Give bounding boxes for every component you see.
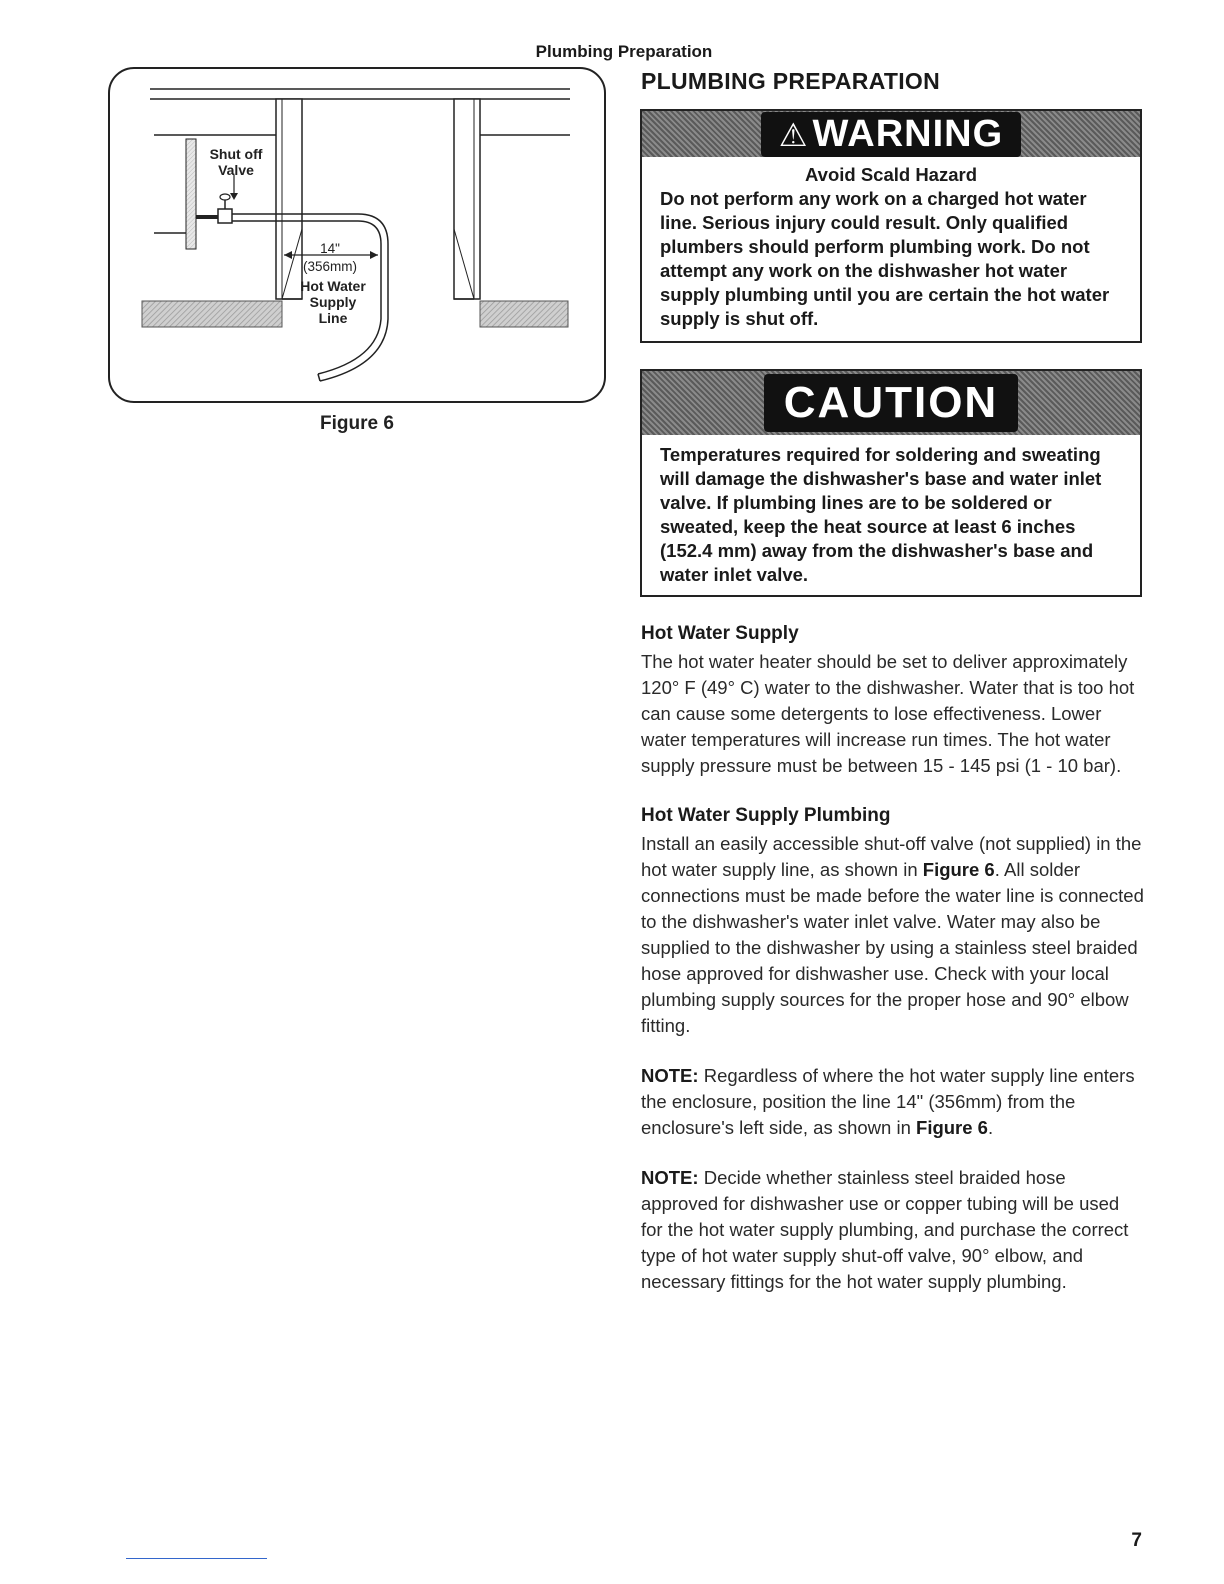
- hot-water-supply-plumbing-heading: Hot Water Supply Plumbing: [641, 805, 891, 826]
- note-position: NOTE: Regardless of where the hot water supply line enters the enclosure, position the line 14" (356mm) from the enclosure's left side, as shown in Figure 6.: [641, 1065, 1135, 1138]
- warning-banner: ⚠ WARNING: [642, 111, 1140, 157]
- note-label: NOTE:: [641, 1065, 699, 1086]
- caution-body: [642, 435, 1140, 595]
- main-content: [641, 68, 1145, 1295]
- warning-subtitle: Avoid Scald Hazard: [804, 164, 978, 185]
- caution-box: [640, 369, 1142, 597]
- hot-water-supply-label: Hot Water Supply Line: [300, 278, 366, 326]
- figure-caption: Figure 6: [320, 413, 394, 434]
- dimension-label: 14" (356mm): [302, 241, 357, 274]
- page-number: 7: [1131, 1530, 1142, 1551]
- shutoff-valve-label: Shut off Valve: [209, 146, 263, 178]
- figure-reference: Figure 6: [916, 1117, 988, 1138]
- figure-reference: Figure 6: [922, 859, 995, 880]
- footer-rule: [126, 1558, 267, 1559]
- section-title: PLUMBING PREPARATION: [641, 68, 941, 94]
- caution-banner: CAUTION: [642, 371, 1140, 435]
- hot-water-supply-plumbing-body: Install an easily accessible shut-off valve (not supplied) in the hot water supply line, as shown in Figure 6. All solder connections must be made before the water line is connected to the dishwasher's water inlet valve. Water may also be supplied to the dishwasher by using a stainless steel braided hose approved for dishwasher use. Check with your local plumbing supply sources for the proper hose and 90° elbow fitting.: [641, 833, 1144, 1036]
- caution-text: Temperatures required for soldering and sweating will damage the dishwasher's base and water inlet valve. If plumbing lines are to be soldered or sweated, keep the heat source at least 6 inches (152.4 mm) away from the dishwasher's base and water inlet valve.: [660, 444, 1102, 585]
- hot-water-supply-heading: Hot Water Supply: [641, 623, 799, 644]
- note-label: NOTE:: [641, 1167, 699, 1188]
- warning-text: Do not perform any work on a charged hot water line. Serious injury could result. Only qualified plumbers should perform plumbing work. Do not attempt any work on the dishwasher hot water supply plumbing until you are certain the hot water supply is shut off.: [660, 188, 1110, 329]
- floor-left: [142, 301, 282, 327]
- floor-right: [480, 301, 568, 327]
- note-hose-choice: NOTE: Decide whether stainless steel braided hose approved for dishwasher use or copper tubing will be used for the hot water supply plumbing, and purchase the correct type of hot water supply shut-off valve, 90° elbow, and necessary fittings for the hot water supply plumbing.: [641, 1167, 1129, 1292]
- warning-box: [640, 109, 1142, 343]
- figure-6-illustration: [108, 67, 606, 403]
- warning-triangle-icon: ⚠: [778, 117, 809, 153]
- shutoff-valve-icon: [218, 209, 232, 223]
- plumbing-diagram: [110, 69, 606, 403]
- right-enclosure-wall: [454, 99, 480, 299]
- left-cabinet-side: [186, 139, 196, 249]
- running-header: Plumbing Preparation: [535, 42, 713, 61]
- warning-body: [642, 157, 1140, 341]
- hot-water-supply-body: The hot water heater should be set to deliver approximately 120° F (49° C) water to the dishwasher. Water that is too hot can cause some detergents to lose effectiveness. Lower water temperatures will increase run times. The hot water supply pressure must be between 15 - 145 psi (1 - 10 bar).: [641, 651, 1135, 776]
